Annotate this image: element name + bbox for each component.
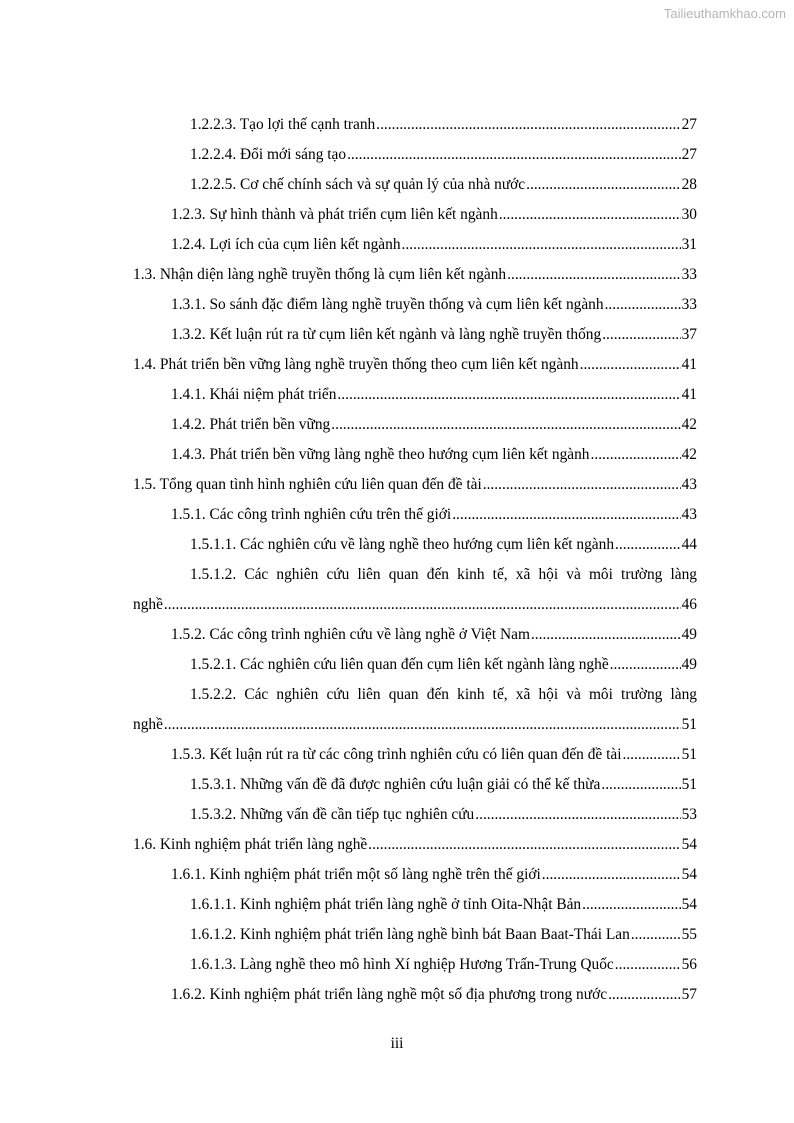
toc-page-number: 54 xyxy=(681,866,697,883)
toc-entry-continuation[interactable] xyxy=(0,590,794,620)
toc-page-number: 51 xyxy=(681,746,697,763)
leader-dots xyxy=(615,950,681,980)
toc-title: 1.5.2.2. Các nghiên cứu liên quan đến kinh tế, xã hội và môi trường làng xyxy=(190,686,697,703)
toc-title: 1.5.1. Các công trình nghiên cứu trên thế giới xyxy=(171,506,452,523)
leader-dots xyxy=(526,170,680,200)
leader-dots xyxy=(483,470,681,500)
toc-entry[interactable] xyxy=(0,350,794,380)
leader-dots xyxy=(164,710,681,740)
toc-page-number: 49 xyxy=(681,656,697,673)
toc-title: 1.5.3. Kết luận rút ra từ các công trình nghiên cứu có liên quan đến đề tài xyxy=(171,746,622,763)
toc-title: 1.6.2. Kinh nghiệm phát triển làng nghề một số địa phương trong nước xyxy=(171,986,608,1003)
toc-entry[interactable] xyxy=(0,830,794,860)
page-number: iii xyxy=(390,1035,404,1052)
toc-entry[interactable] xyxy=(0,110,794,140)
toc-page-number: 44 xyxy=(681,536,697,553)
leader-dots xyxy=(347,140,681,170)
toc-page-number: 30 xyxy=(681,206,697,223)
leader-dots xyxy=(337,380,680,410)
toc-title: 1.6.1.2. Kinh nghiệm phát triển làng nghề bình bát Baan Baat-Thái Lan xyxy=(190,926,630,943)
leader-dots xyxy=(602,320,680,350)
leader-dots xyxy=(368,830,680,860)
toc-page-number: 33 xyxy=(681,266,697,283)
leader-dots xyxy=(610,650,681,680)
leader-dots xyxy=(331,410,680,440)
toc-title-continuation: nghề xyxy=(133,596,163,613)
toc-page-number: 54 xyxy=(681,836,697,853)
leader-dots xyxy=(591,440,681,470)
toc-entry[interactable] xyxy=(0,380,794,410)
toc-title: 1.5. Tổng quan tình hình nghiên cứu liên quan đến đề tài xyxy=(133,476,482,493)
toc-entry[interactable] xyxy=(0,470,794,500)
toc-title: 1.2.2.3. Tạo lợi thế cạnh tranh xyxy=(190,116,376,133)
toc-title: 1.3.1. So sánh đặc điểm làng nghề truyền thống và cụm liên kết ngành xyxy=(171,296,604,313)
toc-title: 1.4.3. Phát triển bền vững làng nghề theo hướng cụm liên kết ngành xyxy=(171,446,590,463)
toc-entry[interactable] xyxy=(0,650,794,680)
toc-title: 1.6.1.3. Làng nghề theo mô hình Xí nghiệp Hương Trấn-Trung Quốc xyxy=(190,956,614,973)
leader-dots xyxy=(608,980,681,1010)
toc-page-number: 56 xyxy=(681,956,697,973)
toc-entry[interactable] xyxy=(0,320,794,350)
leader-dots xyxy=(507,260,680,290)
leader-dots xyxy=(601,770,680,800)
leader-dots xyxy=(164,590,681,620)
leader-dots xyxy=(531,620,681,650)
toc-page-number: 41 xyxy=(681,386,697,403)
toc-page-number: 33 xyxy=(681,296,697,313)
toc-entry[interactable] xyxy=(0,920,794,950)
toc-title: 1.2.4. Lợi ích của cụm liên kết ngành xyxy=(171,236,401,253)
toc-entry[interactable] xyxy=(0,230,794,260)
toc-page-number: 41 xyxy=(681,356,697,373)
toc-page-number: 51 xyxy=(681,716,697,733)
toc-page-number: 37 xyxy=(681,326,697,343)
toc-entry[interactable] xyxy=(0,620,794,650)
toc-title: 1.6.1.1. Kinh nghiệm phát triển làng nghề ở tỉnh Oita-Nhật Bản xyxy=(190,896,582,913)
leader-dots xyxy=(582,890,680,920)
toc-page-number: 49 xyxy=(681,626,697,643)
toc-entry-wrapped-line[interactable] xyxy=(0,560,794,590)
toc-entry[interactable] xyxy=(0,860,794,890)
toc-page-number: 42 xyxy=(681,416,697,433)
toc-entry[interactable] xyxy=(0,290,794,320)
toc-page-number: 43 xyxy=(681,476,697,493)
toc-entry[interactable] xyxy=(0,170,794,200)
leader-dots xyxy=(622,740,680,770)
toc-entry-wrapped-line[interactable] xyxy=(0,680,794,710)
leader-dots xyxy=(542,860,681,890)
watermark: Tailieuthamkhao.com xyxy=(663,6,786,21)
leader-dots xyxy=(452,500,680,530)
toc-page-number: 27 xyxy=(681,146,697,163)
toc-page-number: 57 xyxy=(681,986,697,1003)
toc-title-continuation: nghề xyxy=(133,716,163,733)
toc-page-number: 31 xyxy=(681,236,697,253)
toc-page-number: 54 xyxy=(681,896,697,913)
toc-title: 1.3.2. Kết luận rút ra từ cụm liên kết ngành và làng nghề truyền thống xyxy=(171,326,602,343)
toc-page-number: 42 xyxy=(681,446,697,463)
toc-entry[interactable] xyxy=(0,800,794,830)
toc-entry[interactable] xyxy=(0,500,794,530)
toc-entry[interactable] xyxy=(0,890,794,920)
toc-entry[interactable] xyxy=(0,950,794,980)
toc-page-number: 53 xyxy=(681,806,697,823)
toc-title: 1.6.1. Kinh nghiệm phát triển một số làng nghề trên thế giới xyxy=(171,866,541,883)
toc-title: 1.5.2.1. Các nghiên cứu liên quan đến cụm liên kết ngành làng nghề xyxy=(190,656,609,673)
toc-entry[interactable] xyxy=(0,440,794,470)
toc-title: 1.5.3.2. Những vấn đề cần tiếp tục nghiên cứu xyxy=(190,806,475,823)
leader-dots xyxy=(615,530,681,560)
toc-page-number: 28 xyxy=(681,176,697,193)
toc-title: 1.5.3.1. Những vấn đề đã được nghiên cứu luận giải có thể kế thừa xyxy=(190,776,601,793)
toc-entry[interactable] xyxy=(0,260,794,290)
toc-entry-continuation[interactable] xyxy=(0,710,794,740)
toc-title: 1.5.1.2. Các nghiên cứu liên quan đến kinh tế, xã hội và môi trường làng xyxy=(190,566,697,583)
leader-dots xyxy=(402,230,681,260)
toc-entry[interactable] xyxy=(0,410,794,440)
leader-dots xyxy=(580,350,681,380)
toc-title: 1.2.2.4. Đổi mới sáng tạo xyxy=(190,146,347,163)
toc-page-number: 43 xyxy=(681,506,697,523)
toc-title: 1.5.1.1. Các nghiên cứu về làng nghề theo hướng cụm liên kết ngành xyxy=(190,536,615,553)
toc-page-number: 27 xyxy=(681,116,697,133)
toc-entry[interactable] xyxy=(0,740,794,770)
leader-dots xyxy=(605,290,681,320)
toc-entry[interactable] xyxy=(0,770,794,800)
toc-entry[interactable] xyxy=(0,980,794,1010)
toc-title: 1.2.3. Sự hình thành và phát triển cụm liên kết ngành xyxy=(171,206,498,223)
toc-page-number: 46 xyxy=(681,596,697,613)
toc-entry[interactable] xyxy=(0,140,794,170)
leader-dots xyxy=(376,110,680,140)
toc-title: 1.5.2. Các công trình nghiên cứu về làng nghề ở Việt Nam xyxy=(171,626,530,643)
leader-dots xyxy=(475,800,680,830)
toc-title: 1.2.2.5. Cơ chế chính sách và sự quản lý của nhà nước xyxy=(190,176,526,193)
leader-dots xyxy=(631,920,681,950)
toc-title: 1.6. Kinh nghiệm phát triển làng nghề xyxy=(133,836,368,853)
toc-page-number: 51 xyxy=(681,776,697,793)
toc-page-number: 55 xyxy=(681,926,697,943)
toc-entry[interactable] xyxy=(0,200,794,230)
leader-dots xyxy=(499,200,681,230)
toc-title: 1.4.2. Phát triển bền vững xyxy=(171,416,331,433)
toc-entry[interactable] xyxy=(0,530,794,560)
toc-title: 1.3. Nhận diện làng nghề truyền thống là cụm liên kết ngành xyxy=(133,266,507,283)
toc-title: 1.4.1. Khái niệm phát triển xyxy=(171,386,337,403)
toc-title: 1.4. Phát triển bền vững làng nghề truyền thống theo cụm liên kết ngành xyxy=(133,356,579,373)
